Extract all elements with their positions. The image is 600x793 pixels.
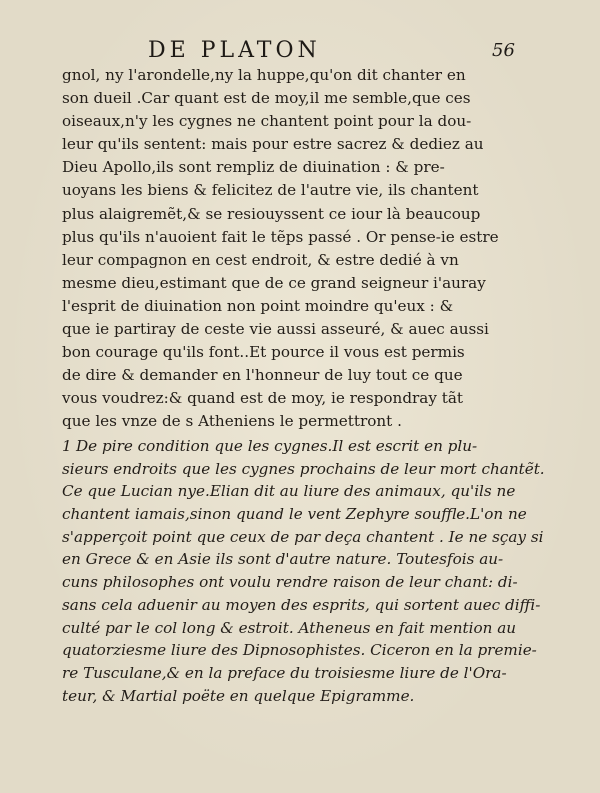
main-text-block [62,64,542,434]
note-line: quatorziesme liure des Dipnosophistes. Ciceron en la premie- [62,641,537,660]
text-line: bon courage qu'ils font..Et pource il vous est permis [62,343,465,362]
note-line [62,435,548,458]
text-line: gnol, ny l'arondelle,ny la huppe,qu'on dit chanter en [62,66,466,84]
text-line: plus qu'ils n'auoient fait le tẽps passé . Or pense-ie estre [62,227,499,246]
text-line: Dieu Apollo,ils sont rempliz de diuination : & pre- [62,158,445,177]
note-line: Ce que Lucian nye.Elian dit au liure des animaux, qu'ils ne [62,482,516,501]
note-line: en Grece & en Asie ils sont d'autre nature. Toutesfois au- [62,550,504,569]
text-line: l'esprit de diuination non point moindre qu'eux : & [62,296,454,315]
text-line: son dueil .Car quant est de moy,il me semble,que ces [62,89,471,108]
note-line: sans cela aduenir au moyen des esprits, qui sortent auec diffi- [62,595,541,614]
note-line: chantent iamais,sinon quand le vent Zephyre souffle.L'on ne [62,505,527,524]
text-line: de dire & demander en l'honneur de luy tout ce que [62,366,463,385]
page-number: 56 [492,40,515,61]
note-line: culté par le col long & estroit. Atheneus en fait mention au [62,618,517,637]
text-line: que ie partiray de ceste vie aussi asseuré, & auec aussi [62,320,489,339]
text-line: leur compagnon en cest endroit, & estre dedié à vn [62,250,459,269]
text-line: que les vnze de s Atheniens le permettront . [62,412,402,431]
text-line: mesme dieu,estimant que de ce grand seigneur i'auray [62,273,486,292]
text-line: plus alaigremẽt,& se resiouyssent ce iour là beaucoup [62,204,481,223]
running-title: DE PLATON [148,38,321,63]
text-line: leur qu'ils sentent: mais pour estre sacrez & dediez au [62,135,484,154]
text-line: uoyans les biens & felicitez de l'autre vie, ils chantent [62,181,479,200]
text-line: vous voudrez:& quand est de moy, ie respondray tãt [62,389,464,408]
annotation-block [62,435,548,707]
note-line-text: De pire condition que les cygnes.Il est escrit en plu- [76,437,478,455]
note-line: teur, & Martial poëte en quelque Epigramme. [62,686,415,705]
note-line: cuns philosophes ont voulu rendre raison de leur chant: di- [62,573,518,592]
note-line: s'apperçoit point que ceux de par deça chantent . Ie ne sçay si [62,527,544,546]
text-line: oiseaux,n'y les cygnes ne chantent point pour la dou- [62,112,472,131]
note-number: 1 [62,437,72,455]
note-line: sieurs endroits que les cygnes prochains de leur mort chantẽt. [62,459,545,478]
note-line: re Tusculane,& en la preface du troisiesme liure de l'Ora- [62,663,507,682]
